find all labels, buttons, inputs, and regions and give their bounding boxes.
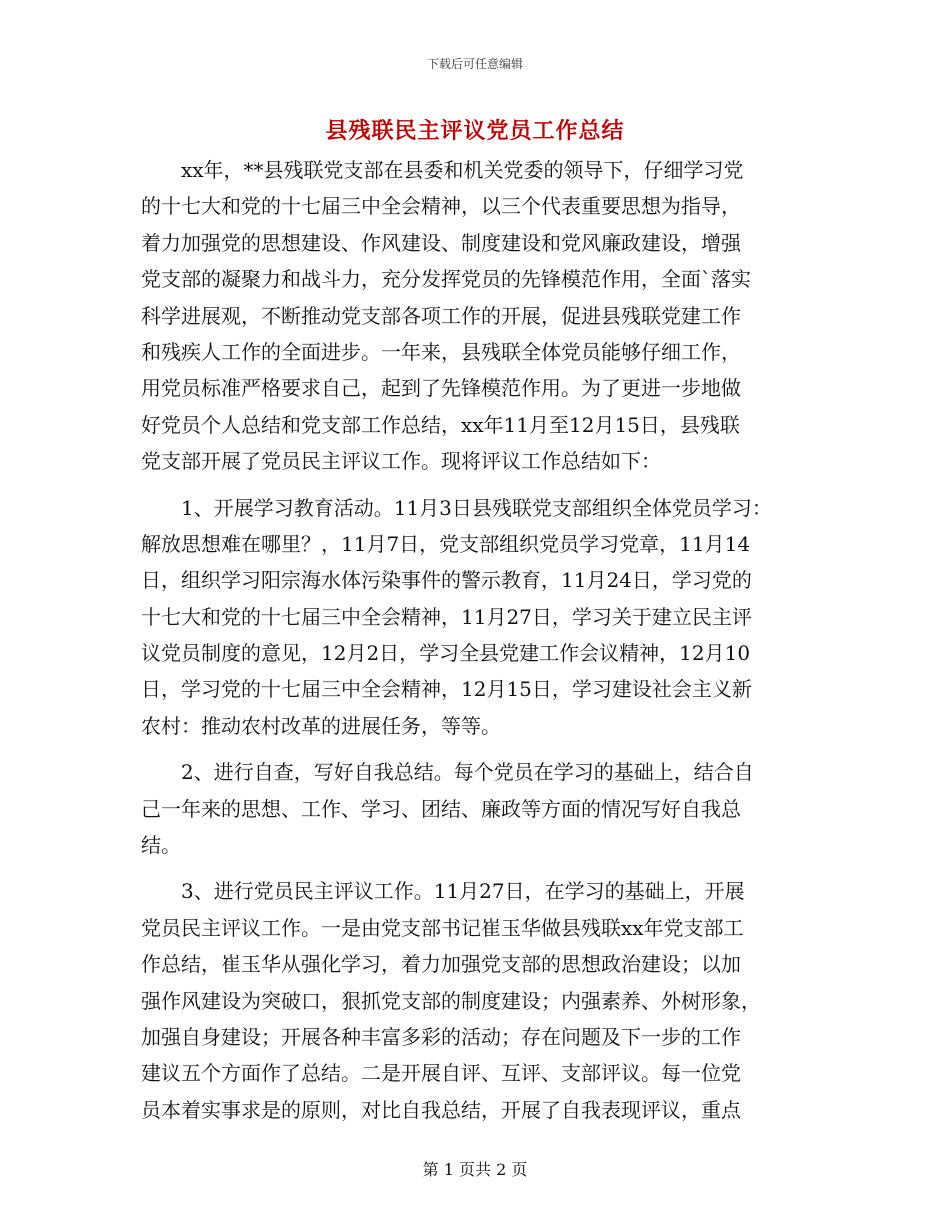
text-line: 的十七大和党的十七届三中全会精神，以三个代表重要思想为指导， [141, 194, 741, 219]
paragraph-gap [141, 863, 831, 873]
text-line: 十七大和党的十七届三中全会精神，11月27日，学习关于建立民主评 [141, 604, 752, 629]
paragraph [141, 873, 831, 1128]
text-line: 日，学习党的十七届三中全会精神，12月15日，学习建设社会主义新 [141, 677, 752, 702]
text-line: 员本着实事求是的原则，对比自我总结，开展了自我表现评议，重点 [141, 1097, 741, 1122]
text-line: 党支部开展了党员民主评议工作。现将评议工作总结如下： [141, 449, 661, 474]
text-line: 和残疾人工作的全面进步。一年来，县残联全体党员能够仔细工作， [141, 339, 741, 364]
document-title: 县残联民主评议党员工作总结 [325, 118, 625, 144]
text-line: 好党员个人总结和党支部工作总结，xx年11月至12月15日，县残联 [141, 412, 740, 437]
paragraph-gap [141, 480, 831, 490]
text-line: 党支部的凝聚力和战斗力，充分发挥党员的先锋模范作用，全面`落实 [141, 267, 751, 292]
text-line: 3、进行党员民主评议工作。11月27日，在学习的基础上，开展 [141, 879, 745, 904]
text-line: 党员民主评议工作。一是由党支部书记崔玉华做县残联xx年党支部工 [141, 915, 744, 940]
paragraph [141, 754, 831, 863]
page-footer: 第 1 页共 2 页 [422, 1160, 528, 1179]
text-line: 作总结，崔玉华从强化学习，着力加强党支部的思想政治建设；以加 [141, 952, 741, 977]
text-line: 着力加强党的思想建设、作风建设、制度建设和党风廉政建设，增强 [141, 230, 741, 255]
text-line: 科学进展观，不断推动党支部各项工作的开展，促进县残联党建工作 [141, 303, 741, 328]
text-line: 日，组织学习阳宗海水体污染事件的警示教育，11月24日，学习党的 [141, 568, 752, 593]
text-line: 1、开展学习教育活动。11月3日县残联党支部组织全体党员学习： [141, 495, 772, 520]
text-line: 农村：推动农村改革的进展任务，等等。 [141, 713, 501, 738]
paragraph-gap [141, 744, 831, 754]
text-line: 2、进行自查，写好自我总结。每个党员在学习的基础上，结合自 [141, 760, 754, 785]
text-line: 建议五个方面作了总结。二是开展自评、互评、支部评议。每一位党 [141, 1061, 741, 1086]
document-body [141, 152, 831, 1128]
text-line: 解放思想难在哪里？，11月7日，党支部组织党员学习党章，11月14 [141, 531, 751, 556]
text-line: 己一年来的思想、工作、学习、团结、廉政等方面的情况写好自我总 [141, 796, 741, 821]
text-line: 用党员标准严格要求自己，起到了先锋模范作用。为了更进一步地做 [141, 376, 741, 401]
text-line: 加强自身建设；开展各种丰富多彩的活动；存在问题及下一步的工作 [141, 1024, 741, 1049]
text-line: xx年，**县残联党支部在县委和机关党委的领导下，仔细学习党 [141, 158, 744, 182]
text-line: 强作风建设为突破口，狠抓党支部的制度建设；内强素养、外树形象， [141, 988, 761, 1013]
paragraph [141, 152, 831, 480]
text-line: 议党员制度的意见，12月2日，学习全县党建工作会议精神，12月10 [141, 641, 751, 666]
text-line: 结。 [141, 833, 181, 858]
header-note: 下载后可任意编辑 [426, 57, 523, 71]
paragraph [141, 490, 831, 745]
